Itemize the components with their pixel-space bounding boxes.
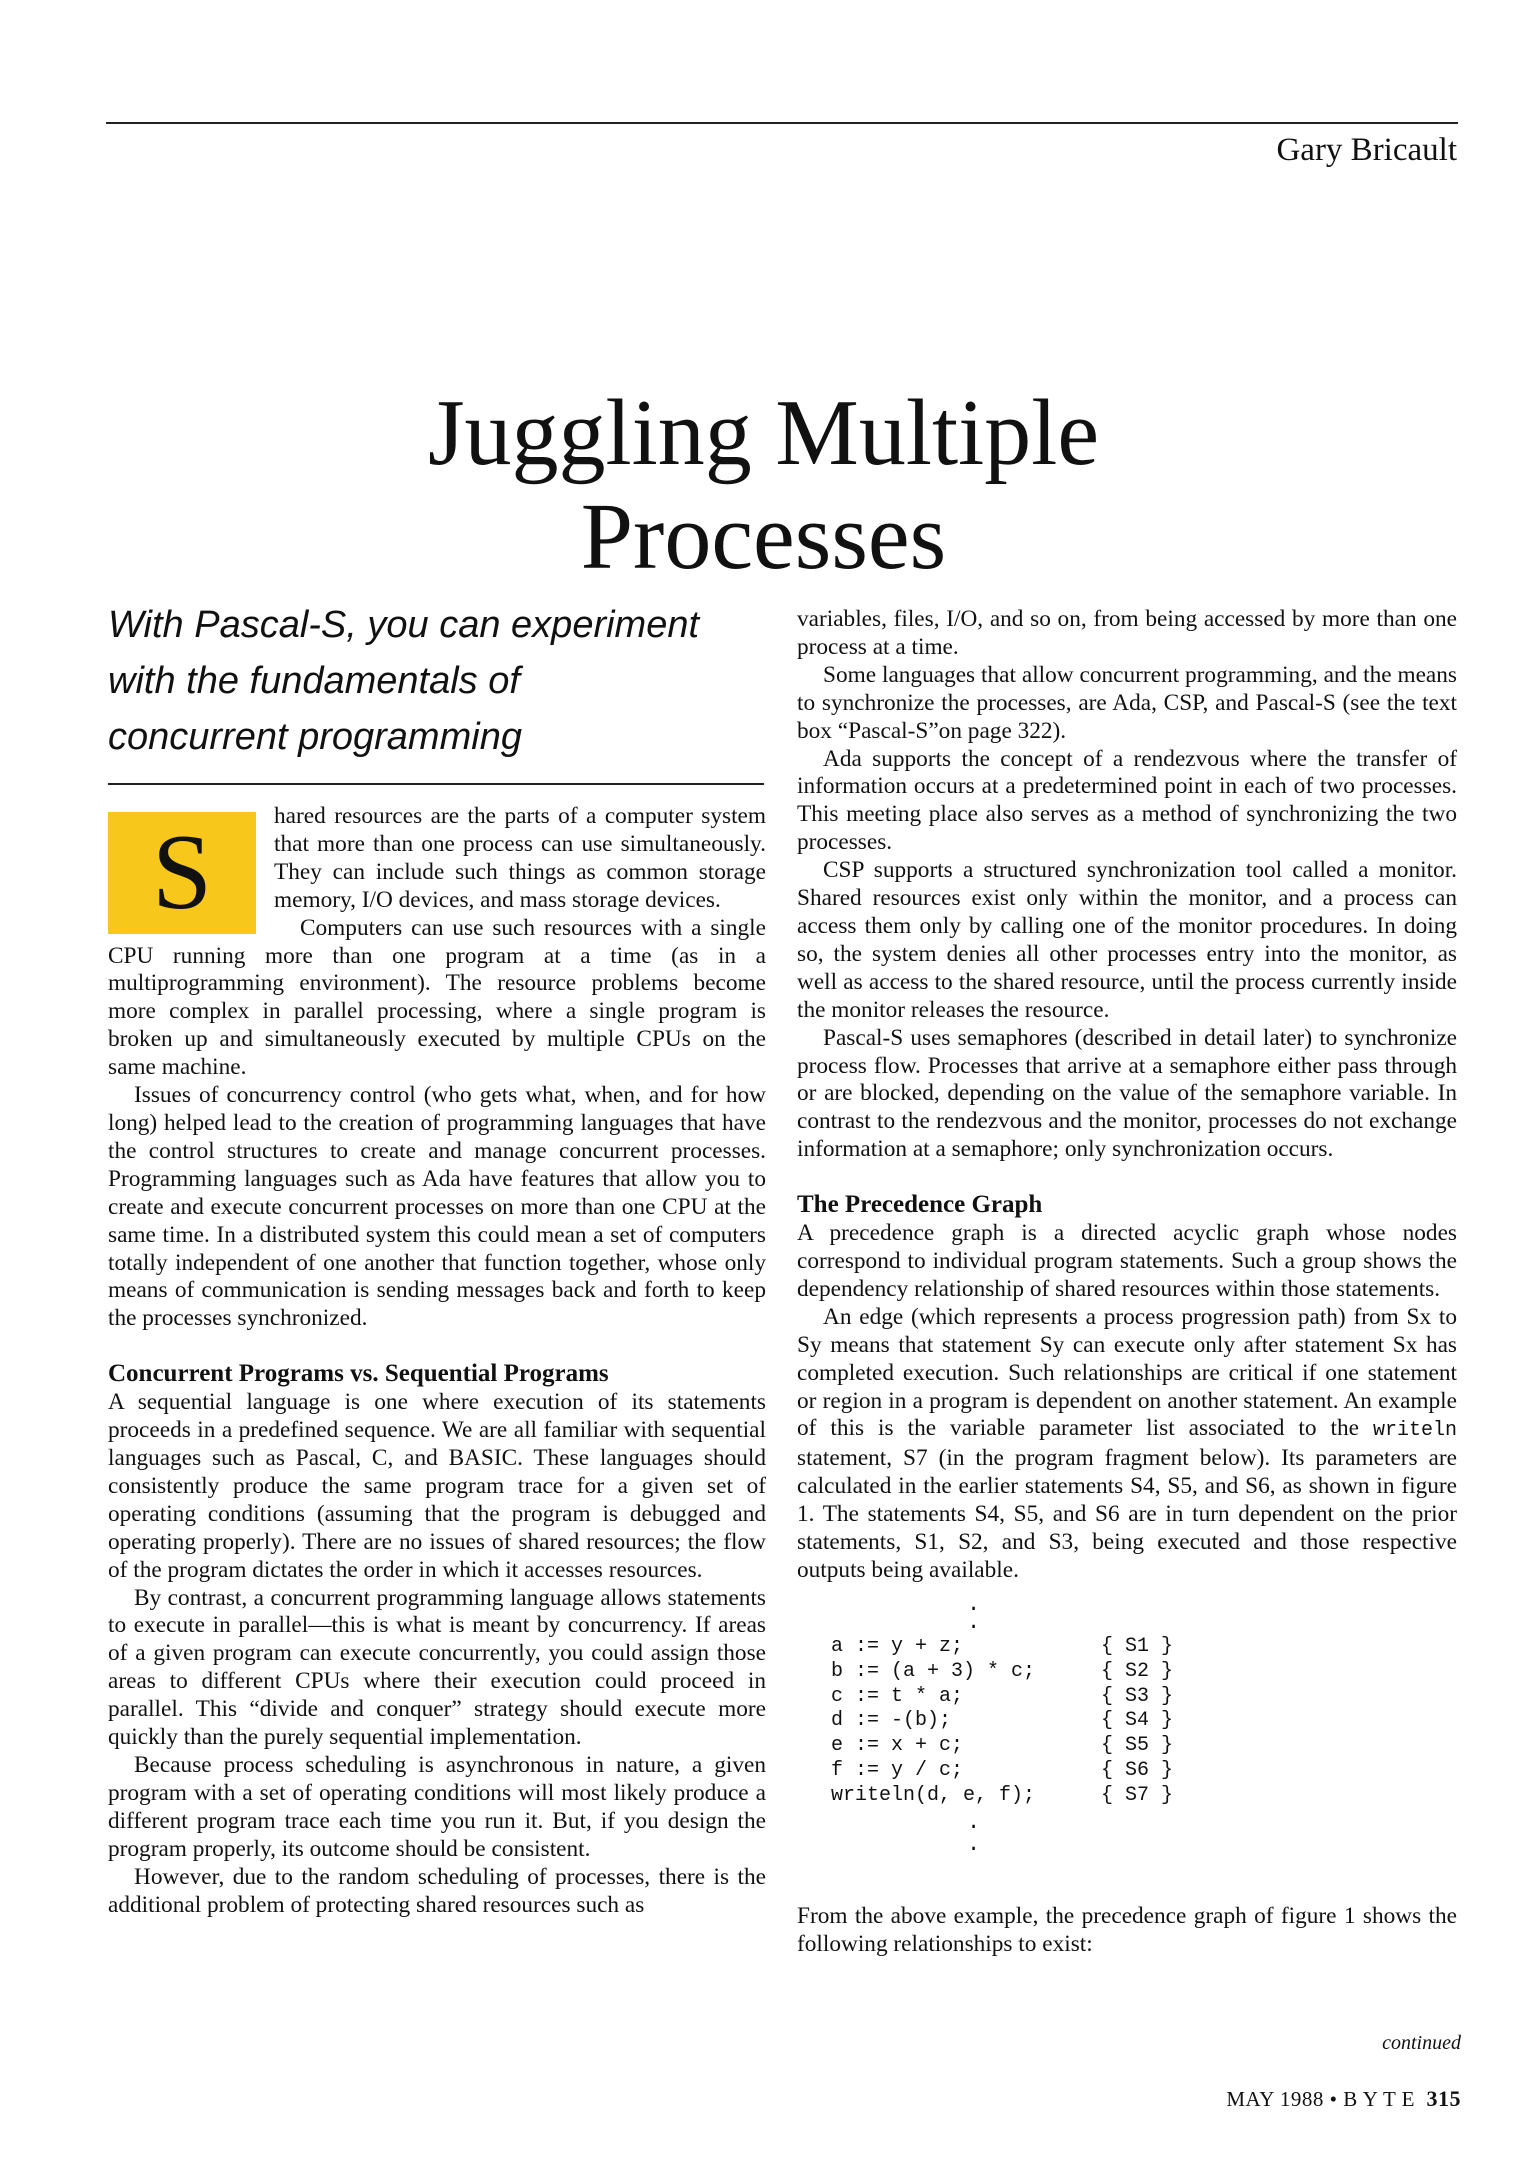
right-column (797, 606, 1457, 1959)
deck-line-1: With Pascal-S, you can experiment (108, 604, 700, 646)
top-rule (106, 122, 1458, 124)
deck-rule (108, 783, 764, 785)
section-heading: The Precedence Graph (797, 1191, 1043, 1219)
code-line: e := x + c; { S5 } (831, 1734, 1174, 1758)
paragraph: However, due to the random scheduling of processes, there is the additional problem of protecting shared resources such as (108, 1863, 766, 1918)
continued-note: continued (1382, 2032, 1461, 2054)
paragraph: CSP supports a structured synchronization tool called a monitor. Shared resources exist only within the monitor, and a process can access them only by calling one of the monitor procedures. In doing so, the system denies all other processes entry into the monitor, as well as access to the shared resource, until the process currently inside the monitor releases the resource. (797, 857, 1457, 1023)
inline-code: writeln (1372, 1419, 1457, 1443)
paragraph: Pascal-S uses semaphores (described in detail later) to synchronize process flow. Processes that arrive at a semaphore either pass through or are blocked, depending on the value of the semaphore variable. In contrast to the rendezvous and the monitor, processes do not exchange information at a semaphore; only synchronization occurs. (797, 1024, 1457, 1163)
code-line: writeln(d, e, f); { S7 } (831, 1783, 1174, 1807)
paragraph: Because process scheduling is asynchronous in nature, a given program with a set of operating conditions will most likely produce a different program trace each time you run it. But, if you design the program properly, its outcome should be consistent. (108, 1752, 766, 1862)
author-byline: Gary Bricault (1276, 132, 1457, 168)
drop-cap: S (108, 812, 256, 934)
paragraph: An edge (which represents a process progression path) from Sx to Sy means that statement Sy can execute only after statement Sx has completed execution. Such relationships are critical if one statement or region in a program is dependent on another statement. An example of this is the variable parameter list associated to the writeln statement, S7 (in the program fragment below). Its parameters are calculated in the earlier statements S4, S5, and S6, as shown in figure 1. The statements S4, S5, and S6 are in turn dependent on the prior statements, S1, S2, and S3, being executed and those respective outputs being available. (797, 1303, 1457, 1583)
ellipsis-dot: . (967, 1831, 981, 1857)
left-column (108, 803, 766, 1919)
code-line: c := t * a; { S3 } (831, 1684, 1174, 1708)
ellipsis-dot: . (967, 1609, 981, 1635)
paragraph: Computers can use such resources with a single CPU running more than one program at a time (as in a multiprogramming environment). The resource problems become more complex in parallel processing, where a single program is broken up and simultaneously executed by multiple CPUs on the same machine. (108, 914, 766, 1081)
page-number: 315 (1426, 2086, 1461, 2111)
article-title (0, 381, 1527, 589)
paragraph: Ada supports the concept of a rendezvous where the transfer of information occurs at a predetermined point in each of two processes. This meeting place also serves as a method of synchronizing the two processes. (797, 745, 1457, 856)
code-line: f := y / c; { S6 } (831, 1758, 1174, 1782)
paragraph: variables, files, I/O, and so on, from being accessed by more than one process at a time. (797, 606, 1457, 660)
code-line: b := (a + 3) * c; { S2 } (831, 1659, 1174, 1683)
paragraph: From the above example, the precedence graph of figure 1 shows the following relationships to exist: (797, 1902, 1457, 1957)
page-footer (1226, 2086, 1461, 2112)
paragraph: A precedence graph is a directed acyclic graph whose nodes correspond to individual program statements. Such a group shows the dependency relationship of shared resources within those statements. (797, 1220, 1457, 1302)
title-line-2: Processes (580, 484, 947, 589)
ellipsis-dot: . (967, 1809, 981, 1835)
code-listing (831, 1589, 1351, 1889)
deck-line-3: concurrent programming (108, 716, 522, 758)
section-heading: Concurrent Programs vs. Sequential Programs (108, 1360, 609, 1388)
article-deck (108, 597, 768, 765)
paragraph: hared resources are the parts of a computer system that more than one process can use simultaneously. They can include such things as common storage memory, I/O devices, and mass storage devices. (274, 803, 766, 913)
ellipsis-dot: . (967, 1591, 981, 1617)
issue-info: MAY 1988 • B Y T E (1226, 2087, 1415, 2111)
deck-line-2: with the fundamentals of (108, 660, 520, 702)
code-line: d := -(b); { S4 } (831, 1709, 1174, 1733)
paragraph: By contrast, a concurrent programming language allows statements to execute in parallel—this is what is meant by concurrency. If areas of a given program can execute concurrently, you could assign those areas to different CPUs where their execution could proceed in parallel. This “divide and conquer” strategy should execute more quickly than the purely sequential implementation. (108, 1584, 766, 1751)
code-line: a := y + z; { S1 } (831, 1634, 1174, 1658)
paragraph: Some languages that allow concurrent programming, and the means to synchronize the processes, are Ada, CSP, and Pascal-S (see the text box “Pascal-S”on page 322). (797, 661, 1457, 744)
paragraph: Issues of concurrency control (who gets what, when, and for how long) helped lead to the creation of programming languages that have the control structures to create and manage concurrent processes. Programming languages such as Ada have features that allow you to create and execute concurrent processes on more than one CPU at the same time. In a distributed system this could mean a set of computers totally independent of one another that function together, whose only means of communication is sending messages back and forth to keep the processes synchronized. (108, 1082, 766, 1332)
paragraph: A sequential language is one where execution of its statements proceeds in a predefined sequence. We are all familiar with sequential languages such as Pascal, C, and BASIC. These languages should consistently produce the same program trace for a given set of operating conditions (assuming that the program is debugged and operating properly). There are no issues of shared resources; the flow of the program dictates the order in which it accesses resources. (108, 1389, 766, 1583)
title-line-1: Juggling Multiple (427, 380, 1100, 485)
